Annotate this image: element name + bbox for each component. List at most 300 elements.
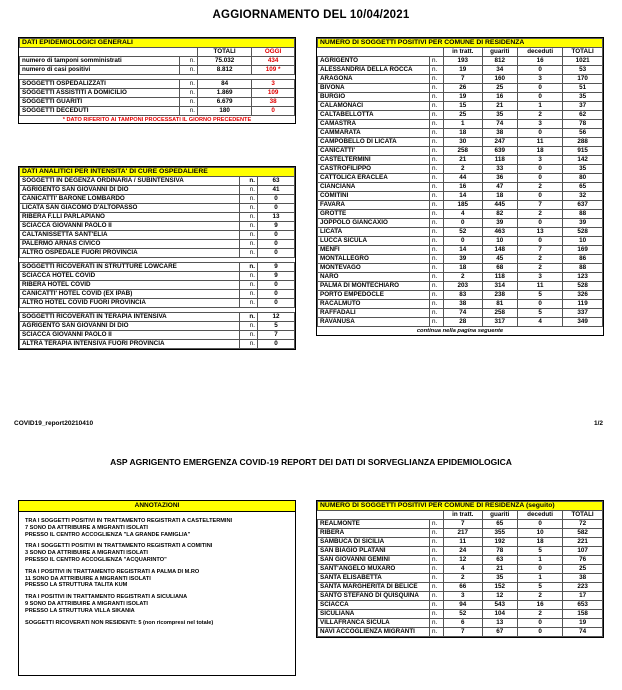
totali: 349 [563,318,603,327]
totali: 1021 [563,57,603,66]
analytic-table [19,167,295,349]
analytic-row [20,231,295,240]
totali: 32 [563,192,603,201]
comune-row [318,75,603,84]
n-marker: n. [430,601,444,610]
in-trattamento: 94 [444,601,483,610]
n-marker: n. [430,592,444,601]
n-marker: n. [430,183,444,192]
deceduti: 0 [518,628,563,637]
comune-row [318,66,603,75]
n-marker: n. [430,309,444,318]
n-marker: n. [430,219,444,228]
guariti: 118 [482,156,517,165]
comune-name: RIBERA [318,529,430,538]
n-marker: n. [430,574,444,583]
analytic-row [20,331,295,340]
comune-name: MENFI [318,246,430,255]
deceduti: 5 [518,291,563,300]
guariti: 445 [482,201,517,210]
in-trattamento: 52 [444,228,483,237]
epi-today: 0 [252,107,295,116]
n-marker: n. [430,147,444,156]
n-marker: n. [430,291,444,300]
guariti: 12 [482,592,517,601]
n-marker: n. [430,538,444,547]
n-marker: n. [430,255,444,264]
n-marker: n. [430,174,444,183]
column-header: deceduti [518,511,563,520]
annotazioni-body [25,518,289,627]
comune-name: FAVARA [318,201,430,210]
in-trattamento: 18 [444,264,483,273]
deceduti: 16 [518,57,563,66]
annotation-line: PRESSO IL CENTRO ACCOGLIENZA "LA GRANDE FAMIGLIA" [25,531,191,538]
totali: 142 [563,156,603,165]
totali: 123 [563,273,603,282]
in-trattamento: 14 [444,192,483,201]
totali: 107 [563,547,603,556]
deceduti: 1 [518,556,563,565]
annotation-line: 7 SONO DA ATTRIBUIRE A MIGRANTI ISOLATI [25,524,148,531]
comune-row [318,619,603,628]
analytic-label: SOGGETTI RICOVERATI IN STRUTTURE LOWCARE [20,263,240,272]
comune-row [318,273,603,282]
analytic-label: SOGGETTI IN DEGENZA ORDINARIA / SUBINTENSIVA [20,177,240,186]
in-trattamento: 193 [444,57,483,66]
n-marker: n. [430,619,444,628]
n-marker: n. [430,156,444,165]
guariti: 314 [482,282,517,291]
comune-row [318,102,603,111]
comuni-continued-panel [316,500,604,638]
n-marker: n. [430,529,444,538]
guariti: 36 [482,174,517,183]
n-marker: n. [430,556,444,565]
column-header: TOTALI [563,511,603,520]
comune-row [318,219,603,228]
totali: 170 [563,75,603,84]
guariti: 238 [482,291,517,300]
deceduti: 3 [518,156,563,165]
deceduti: 1 [518,102,563,111]
n-marker: n. [240,281,258,290]
comune-name: SCIACCA [318,601,430,610]
analytic-value: 0 [258,240,295,249]
comune-name: SANTA ELISABETTA [318,574,430,583]
comune-name: NARO [318,273,430,282]
footer-report-id: COVID19_report20210410 [14,420,94,427]
annotation-line: PRESSO LA STRUTTURA TALITA KUM [25,582,128,589]
analytic-label: RIBERA F.LLI PARLAPIANO [20,213,240,222]
n-marker: n. [430,282,444,291]
analytic-label: SCIACCA GIOVANNI PAOLO II [20,331,240,340]
annotation-line: TRA I SOGGETTI POSITIVI IN TRATTAMENTO REGISTRATI A COMITINI [25,543,213,550]
in-trattamento: 3 [444,592,483,601]
analytic-value: 0 [258,231,295,240]
comune-name: COMITINI [318,192,430,201]
totali: 51 [563,84,603,93]
comune-row [318,111,603,120]
comune-name: VILLAFRANCA SICULA [318,619,430,628]
comune-name: SANT'ANGELO MUXARO [318,565,430,574]
analytic-label: CANICATTI' HOTEL COVID (EX IPAB) [20,290,240,299]
annotation-line: SOGGETTI RICOVERATI NON RESIDENTI: 5 (non ricompresi nel totale) [25,619,214,626]
comune-name: MONTEVAGO [318,264,430,273]
in-trattamento: 24 [444,547,483,556]
analytic-value: 7 [258,331,295,340]
analytic-label: PALERMO ARNAS CIVICO [20,240,240,249]
footer-page-number: 1/2 [594,420,604,427]
comune-row [318,210,603,219]
in-trattamento: 7 [444,520,483,529]
n-marker: n. [430,111,444,120]
in-trattamento: 4 [444,565,483,574]
n-marker: n. [240,213,258,222]
analytic-value: 9 [258,263,295,272]
comune-row [318,547,603,556]
analytic-value: 0 [258,281,295,290]
guariti: 81 [482,300,517,309]
n-marker: n. [430,583,444,592]
analytic-row [20,249,295,258]
in-trattamento: 2 [444,574,483,583]
deceduti: 5 [518,583,563,592]
in-trattamento: 16 [444,183,483,192]
comune-row [318,192,603,201]
analytic-value: 0 [258,249,295,258]
epi-total: 6.679 [198,98,252,107]
n-marker: n. [430,93,444,102]
comune-name: CASTELTERMINI [318,156,430,165]
epi-row [20,107,295,116]
epi-today: 434 [252,57,295,66]
deceduti: 10 [518,529,563,538]
n-marker: n. [430,264,444,273]
page-title: AGGIORNAMENTO DEL 10/04/2021 [212,9,410,21]
totali: 35 [563,165,603,174]
in-trattamento: 6 [444,619,483,628]
comune-row [318,574,603,583]
deceduti: 0 [518,237,563,246]
deceduti: 11 [518,138,563,147]
analytic-row [20,186,295,195]
n-marker: n. [430,273,444,282]
comune-name: RAVANUSA [318,318,430,327]
guariti: 10 [482,237,517,246]
n-marker: n. [240,299,258,308]
guariti: 63 [482,556,517,565]
comune-name: CALAMONACI [318,102,430,111]
comune-name: CAMASTRA [318,120,430,129]
epi-row [20,98,295,107]
comune-row [318,183,603,192]
n-marker: n. [430,246,444,255]
deceduti: 0 [518,619,563,628]
in-trattamento: 28 [444,318,483,327]
n-marker: n. [240,313,258,322]
totali: 158 [563,610,603,619]
comune-row [318,291,603,300]
epi-label: SOGGETTI OSPEDALIZZATI [20,80,180,89]
n-marker: n. [240,195,258,204]
epi-total: 75.032 [198,57,252,66]
annotation-paragraph [25,543,289,563]
totali: 528 [563,282,603,291]
deceduti: 0 [518,565,563,574]
column-header: deceduti [518,48,563,57]
analytic-value: 13 [258,213,295,222]
guariti: 65 [482,520,517,529]
comune-name: RACALMUTO [318,300,430,309]
in-trattamento: 39 [444,255,483,264]
in-trattamento: 0 [444,219,483,228]
analytic-row [20,195,295,204]
totali: 88 [563,210,603,219]
column-header: TOTALI [563,48,603,57]
n-marker: n. [180,107,198,116]
comune-name: BIVONA [318,84,430,93]
in-trattamento: 19 [444,66,483,75]
comune-name: SAMBUCA DI SICILIA [318,538,430,547]
n-marker: n. [240,177,258,186]
analytic-label: AGRIGENTO SAN GIOVANNI DI DIO [20,186,240,195]
totali: 25 [563,565,603,574]
annotation-paragraph [25,569,289,589]
n-marker: n. [430,57,444,66]
totali: 637 [563,201,603,210]
guariti: 18 [482,192,517,201]
comune-row [318,228,603,237]
guariti: 67 [482,628,517,637]
comune-row [318,520,603,529]
totali: 582 [563,529,603,538]
in-trattamento: 14 [444,246,483,255]
analytic-value: 9 [258,222,295,231]
n-marker: n. [430,547,444,556]
n-marker: n. [240,249,258,258]
epi-label: SOGGETTI GUARITI [20,98,180,107]
epi-row [20,66,295,75]
deceduti: 0 [518,192,563,201]
n-marker: n. [430,318,444,327]
in-trattamento: 203 [444,282,483,291]
in-trattamento: 18 [444,129,483,138]
guariti: 34 [482,66,517,75]
deceduti: 5 [518,547,563,556]
epi-general-panel [18,37,296,124]
comuni-panel [316,37,604,336]
n-marker: n. [430,300,444,309]
in-trattamento: 38 [444,300,483,309]
epi-general-table [19,38,295,116]
n-marker: n. [430,610,444,619]
analytic-row [20,213,295,222]
comune-row [318,57,603,66]
analytic-value: 12 [258,313,295,322]
comune-name: CATTOLICA ERACLEA [318,174,430,183]
comune-row [318,93,603,102]
guariti: 16 [482,93,517,102]
analytic-value: 9 [258,272,295,281]
comune-row [318,529,603,538]
epi-row [20,89,295,98]
n-marker: n. [240,331,258,340]
deceduti: 0 [518,66,563,75]
guariti: 82 [482,210,517,219]
guariti: 152 [482,583,517,592]
comune-name: CIANCIANA [318,183,430,192]
annotation-line: TRA I POSITIVI IN TRATTAMENTO REGISTRATI A PALMA DI M.RO [25,568,200,575]
totali: 78 [563,120,603,129]
in-trattamento: 258 [444,147,483,156]
comune-name: CALTABELLOTTA [318,111,430,120]
in-trattamento: 1 [444,120,483,129]
deceduti: 0 [518,165,563,174]
comune-row [318,165,603,174]
guariti: 812 [482,57,517,66]
analytic-value: 5 [258,322,295,331]
n-marker: n. [180,89,198,98]
comune-name: REALMONTE [318,520,430,529]
totali: 653 [563,601,603,610]
epi-today: 3 [252,80,295,89]
comune-row [318,583,603,592]
comune-row [318,120,603,129]
epi-label: numero di tamponi somministrati [20,57,180,66]
totali: 17 [563,592,603,601]
n-marker: n. [240,222,258,231]
comune-name: SAN GIOVANNI GEMINI [318,556,430,565]
n-marker: n. [240,231,258,240]
in-trattamento: 15 [444,102,483,111]
analytic-label: SOGGETTI RICOVERATI IN TERAPIA INTENSIVA [20,313,240,322]
n-marker: n. [430,192,444,201]
totali: 37 [563,102,603,111]
guariti: 35 [482,111,517,120]
guariti: 33 [482,165,517,174]
analytic-row [20,222,295,231]
in-trattamento: 52 [444,610,483,619]
in-trattamento: 0 [444,237,483,246]
comune-row [318,237,603,246]
analytic-label: LICATA SAN GIACOMO D'ALTOPASSO [20,204,240,213]
annotation-paragraph [25,620,289,627]
totali: 72 [563,520,603,529]
n-marker: n. [430,84,444,93]
comune-name: SAN BIAGIO PLATANI [318,547,430,556]
epi-label: numero di casi positivi [20,66,180,75]
annotation-line: 11 SONO DA ATTRIBUIRE A MIGRANTI ISOLATI [25,575,151,582]
totali: 288 [563,138,603,147]
comune-row [318,592,603,601]
in-trattamento: 26 [444,84,483,93]
analytic-label: AGRIGENTO SAN GIOVANNI DI DIO [20,322,240,331]
guariti: 192 [482,538,517,547]
comune-row [318,156,603,165]
comune-row [318,84,603,93]
deceduti: 2 [518,183,563,192]
guariti: 47 [482,183,517,192]
analytic-value: 0 [258,340,295,349]
totali: 337 [563,309,603,318]
comune-name: JOPPOLO GIANCAXIO [318,219,430,228]
comune-name: PALMA DI MONTECHIARO [318,282,430,291]
totali: 86 [563,255,603,264]
guariti: 68 [482,264,517,273]
analytic-label: CANICATTI' BARONE LOMBARDO [20,195,240,204]
analytic-row [20,313,295,322]
n-marker: n. [430,120,444,129]
comune-name: SANTA MARGHERITA DI BELICE [318,583,430,592]
guariti: 78 [482,547,517,556]
totali: 221 [563,538,603,547]
n-marker: n. [430,138,444,147]
deceduti: 4 [518,318,563,327]
col-oggi: OGGI [252,48,295,57]
comune-name: SANTO STEFANO DI QUISQUINA [318,592,430,601]
in-trattamento: 7 [444,628,483,637]
deceduti: 18 [518,147,563,156]
epi-note: * DATO RIFERITO AI TAMPONI PROCESSATI IL GIORNO PRECEDENTE [62,117,252,123]
column-header: guariti [482,48,517,57]
totali: 56 [563,129,603,138]
deceduti: 0 [518,219,563,228]
n-marker: n. [430,237,444,246]
in-trattamento: 66 [444,583,483,592]
comune-row [318,300,603,309]
totali: 38 [563,574,603,583]
annotation-line: TRA I POSITIVI IN TRATTAMENTO REGISTRATI A SICULIANA [25,594,188,601]
n-marker: n. [180,57,198,66]
annotation-line: PRESSO LA STRUTTURA VILLA SIKANIA [25,607,135,614]
deceduti: 0 [518,174,563,183]
totali: 326 [563,291,603,300]
comune-name: MONTALLEGRO [318,255,430,264]
in-trattamento: 217 [444,529,483,538]
comune-row [318,147,603,156]
analytic-row [20,204,295,213]
totali: 528 [563,228,603,237]
comune-name: CAMPOBELLO DI LICATA [318,138,430,147]
n-marker: n. [430,201,444,210]
n-marker: n. [240,272,258,281]
column-header: in tratt. [444,511,483,520]
epi-today: 109 * [252,66,295,75]
comuni-table [317,38,603,327]
n-marker: n. [430,565,444,574]
comune-name: NAVI ACCOGLIENZA MIGRANTI [318,628,430,637]
deceduti: 13 [518,228,563,237]
deceduti: 0 [518,129,563,138]
comune-row [318,565,603,574]
guariti: 74 [482,120,517,129]
comune-name: RAFFADALI [318,309,430,318]
epi-total: 84 [198,80,252,89]
n-marker: n. [430,66,444,75]
analytic-label: ALTRA TERAPIA INTENSIVA FUORI PROVINCIA [20,340,240,349]
annotazioni-header: ANNOTAZIONI [19,501,295,512]
deceduti: 1 [518,574,563,583]
deceduti: 3 [518,120,563,129]
n-marker: n. [240,290,258,299]
analytic-row [20,272,295,281]
in-trattamento: 185 [444,201,483,210]
annotation-line: 9 SONO DA ATTRIBUIRE A MIGRANTI ISOLATI [25,601,148,608]
totali: 53 [563,66,603,75]
guariti: 21 [482,565,517,574]
analytic-header: DATI ANALITICI PER INTENSITA' DI CURE OSPEDALIERE [20,168,295,177]
